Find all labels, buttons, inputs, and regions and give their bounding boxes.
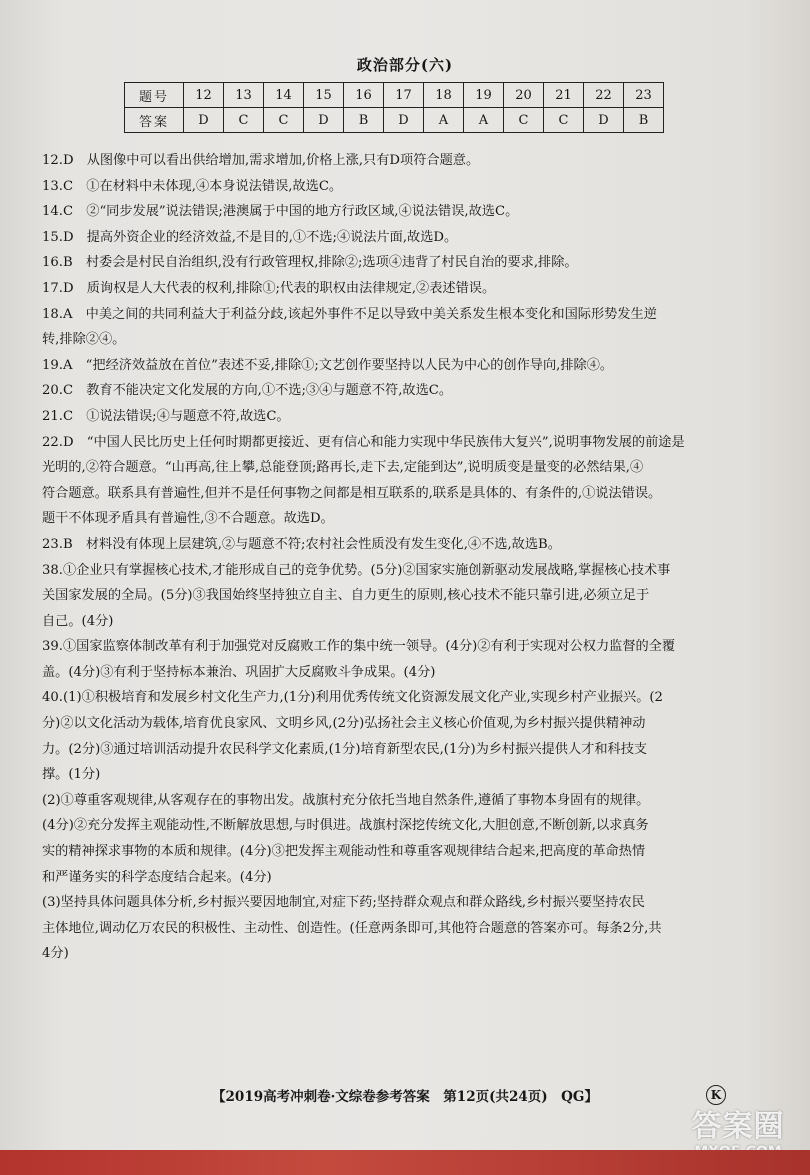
answer-cell: D (184, 108, 224, 133)
row-label-number: 题号 (125, 83, 184, 108)
text-line: 21.C ①说法错误;④与题意不符,故选C。 (42, 408, 290, 424)
answer-cell: C (504, 108, 544, 133)
text-line: 16.B 村委会是村民自治组织,没有行政管理权,排除②;选项④违背了村民自治的要求,排除。 (42, 255, 578, 271)
question-number-row (125, 83, 664, 108)
watermark-logo: 答案圈 (691, 1109, 785, 1144)
text-line: 主体地位,调动亿万农民的积极性、主动性、创造性。(任意两条即可,其他符合题意的答案亦可。每条2分,共 (42, 920, 662, 936)
answer-cell: C (224, 108, 264, 133)
text-line: 38.①企业只有掌握核心技术,才能形成自己的竞争优势。(5分)②国家实施创新驱动发展战略,掌握核心技术事 (42, 562, 671, 578)
question-number: 14 (264, 83, 304, 108)
text-line: 分)②以文化活动为载体,培育优良家风、文明乡风,(2分)弘扬社会主义核心价值观,为乡村振兴提供精神动 (42, 716, 646, 732)
question-number: 12 (184, 83, 224, 108)
text-line: (2)①尊重客观规律,从客观存在的事物出发。战旗村充分依托当地自然条件,遵循了事物本身固有的规律。 (42, 792, 650, 808)
question-number: 19 (464, 83, 504, 108)
text-line: 22.D “中国人民比历史上任何时期都更接近、更有信心和能力实现中华民族伟大复兴”,说明事物发展的前途是 (42, 434, 685, 450)
question-number: 21 (544, 83, 584, 108)
text-line: 17.D 质询权是人大代表的权利,排除①;代表的职权由法律规定,②表述错误。 (42, 280, 496, 296)
text-line: 15.D 提高外资企业的经济效益,不是目的,①不选;④说法片面,故选D。 (42, 229, 458, 245)
text-line: 19.A “把经济效益放在首位”表述不妥,排除①;文艺创作要坚持以人民为中心的创作导向,排除④。 (42, 357, 614, 373)
question-number: 23 (624, 83, 664, 108)
red-background-strip (0, 1150, 810, 1175)
question-number: 20 (504, 83, 544, 108)
answer-row (125, 108, 664, 133)
page-footer: 【2019高考冲刺卷·文综卷参考答案 第12页(共24页) QG】 (212, 1089, 598, 1105)
text-line: (4分)②充分发挥主观能动性,不断解放思想,与时俱进。战旗村深挖传统文化,大胆创意,不断创新,以求真务 (42, 818, 649, 834)
text-line: 力。(2分)③通过培训活动提升农民科学文化素质,(1分)培育新型农民,(1分)为乡村振兴提供人才和科技支 (42, 741, 648, 757)
question-number: 22 (584, 83, 624, 108)
row-label-answer: 答案 (125, 108, 184, 133)
answer-cell: A (424, 108, 464, 133)
text-line: 14.C ②“同步发展”说法错误;港澳属于中国的地方行政区域,④说法错误,故选C。 (42, 204, 519, 220)
question-number: 15 (304, 83, 344, 108)
text-line: 光明的,②符合题意。“山再高,往上攀,总能登顶;路再长,走下去,定能到达”,说明质变是量变的必然结果,④ (42, 460, 644, 476)
answer-cell: D (304, 108, 344, 133)
text-line: 自己。(4分) (42, 613, 114, 629)
text-line: 实的精神探求事物的本质和规律。(4分)③把发挥主观能动性和尊重客观规律结合起来,把高度的革命热情 (42, 844, 646, 860)
text-line: 符合题意。联系具有普遍性,但并不是任何事物之间都是相互联系的,联系是具体的、有条件的,①说法错误。 (42, 485, 662, 501)
text-line: 撑。(1分) (42, 767, 101, 783)
text-line: 40.(1)①积极培育和发展乡村文化生产力,(1分)利用优秀传统文化资源发展文化产业,实现乡村产业振兴。(2 (42, 690, 663, 706)
text-line: 18.A 中美之间的共同利益大于利益分歧,该起外事件不足以导致中美关系发生根本变化和国际形势发生逆 (42, 306, 657, 322)
question-number: 18 (424, 83, 464, 108)
text-line: (3)坚持具体问题具体分析,乡村振兴要因地制宜,对症下药;坚持群众观点和群众路线,乡村振兴要坚持农民 (42, 895, 645, 911)
answer-table (124, 82, 664, 133)
section-title: 政治部分(六) (356, 56, 454, 74)
answer-cell: B (344, 108, 384, 133)
text-line: 12.D 从图像中可以看出供给增加,需求增加,价格上涨,只有D项符合题意。 (42, 153, 480, 168)
text-line: 13.C ①在材料中未体现,④本身说法错误,故选C。 (42, 178, 343, 194)
text-line: 4分) (42, 946, 69, 962)
answer-cell: C (264, 108, 304, 133)
text-line (42, 967, 760, 993)
text-line: 转,排除②④。 (42, 332, 126, 348)
circled-k-mark: K (706, 1085, 726, 1105)
text-line: 23.B 材料没有体现上层建筑,②与题意不符;农村社会性质没有发生变化,④不选,故选B。 (42, 536, 561, 552)
question-number: 13 (224, 83, 264, 108)
question-number: 17 (384, 83, 424, 108)
question-number: 16 (344, 83, 384, 108)
answer-cell: A (464, 108, 504, 133)
answer-explanations (42, 148, 760, 993)
text-line: 20.C 教育不能决定文化发展的方向,①不选;③④与题意不符,故选C。 (42, 383, 453, 399)
text-line: 39.①国家监察体制改革有利于加强党对反腐败工作的集中统一领导。(4分)②有利于实现对公权力监督的全覆 (42, 639, 676, 655)
answer-cell: D (584, 108, 624, 133)
answer-cell: C (544, 108, 584, 133)
text-line: 题干不体现矛盾具有普遍性,③不合题意。故选D。 (42, 511, 334, 527)
answer-cell: B (624, 108, 664, 133)
answer-cell: D (384, 108, 424, 133)
text-line: 关国家发展的全局。(5分)③我国始终坚持独立自主、自力更生的原则,核心技术不能只靠引进,必须立足于 (42, 588, 650, 604)
text-line: 和严谨务实的科学态度结合起来。(4分) (42, 869, 272, 885)
text-line: 盖。(4分)③有利于坚持标本兼治、巩固扩大反腐败斗争成果。(4分) (42, 664, 436, 680)
